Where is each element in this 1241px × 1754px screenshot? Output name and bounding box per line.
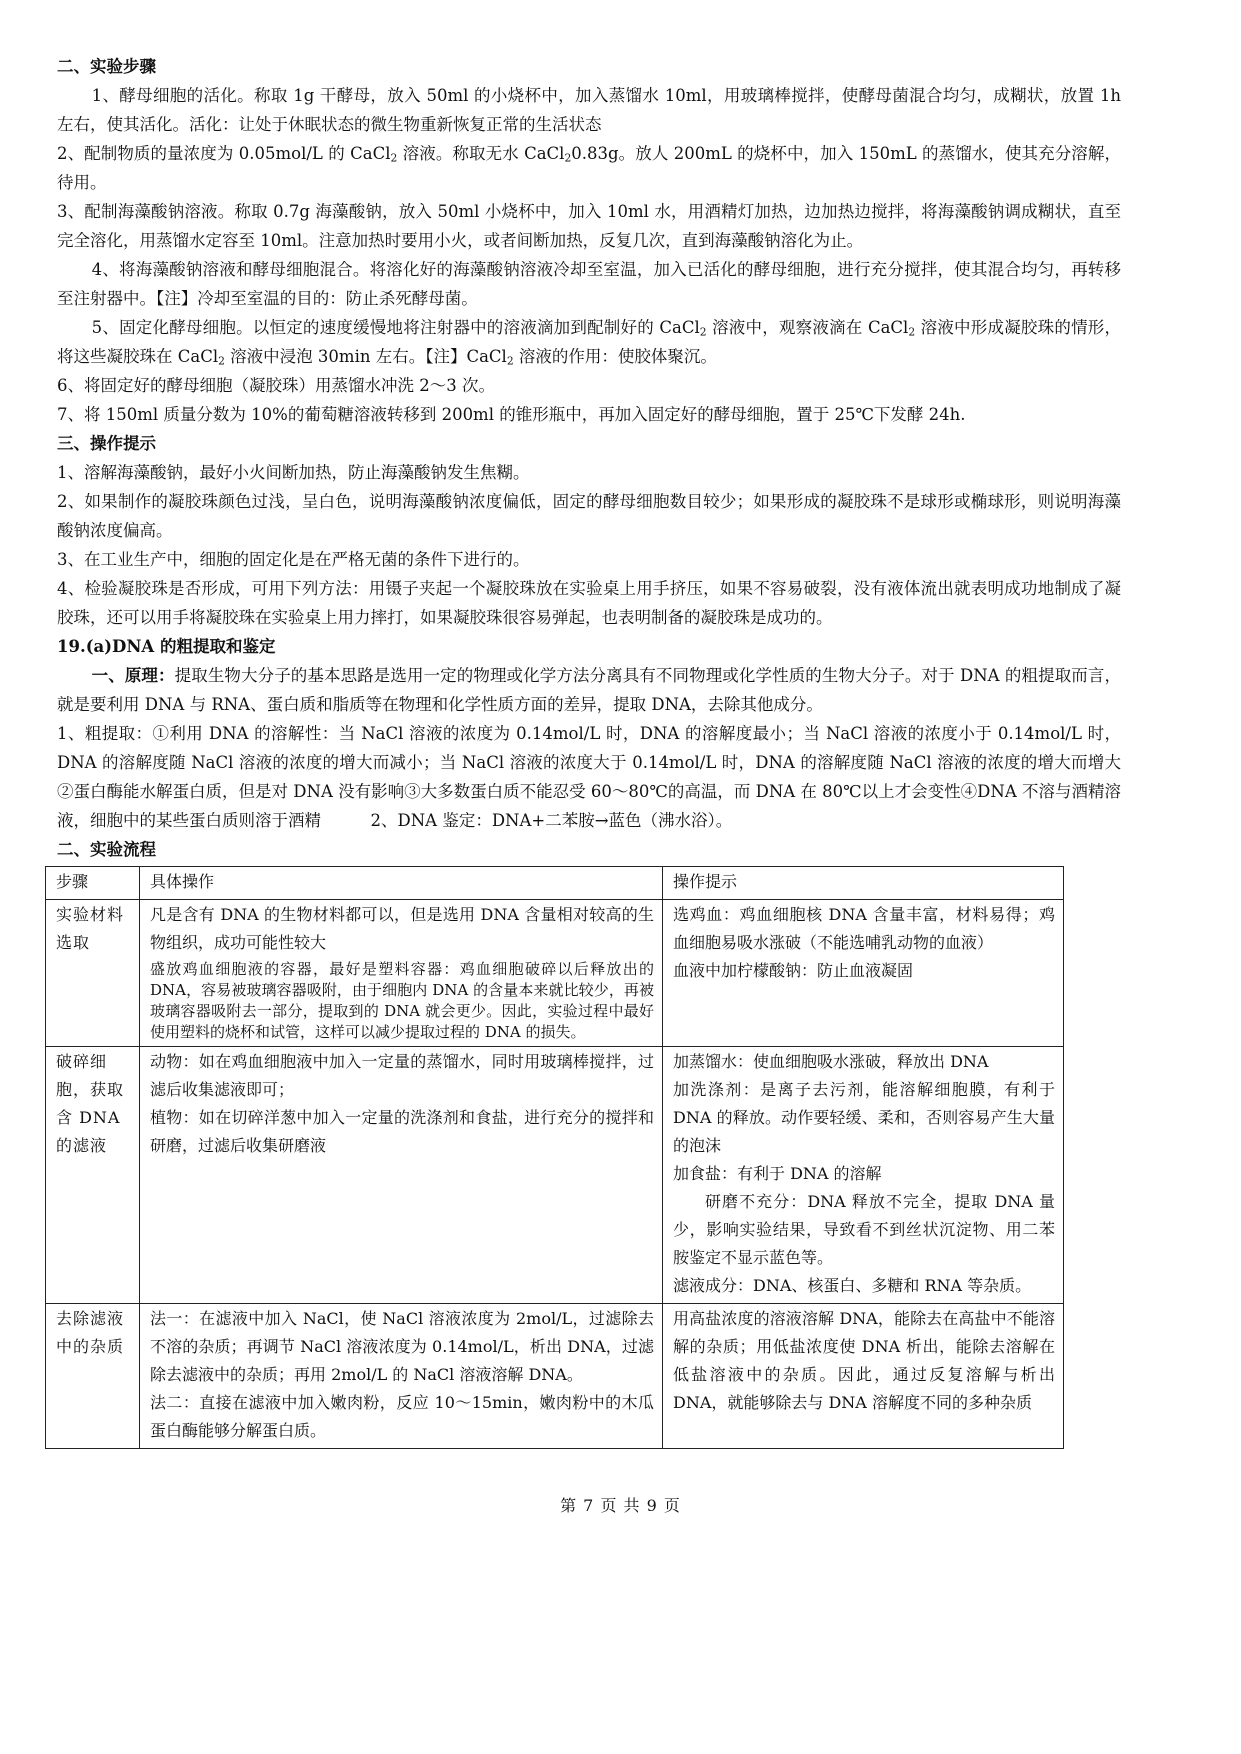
- ops-paragraph: 盛放鸡血细胞液的容器，最好是塑料容器：鸡血细胞破碎以后释放出的 DNA，容易被玻璃容器吸附，由于细胞内 DNA 的含量本来就比较少，再被玻璃容器吸附去一部分，提取到的 DNA 就会更少。因此，实验过程中最好使用塑料的烧杯和试管，这样可以减少提取过程的 DNA 的损失。: [150, 960, 654, 1041]
- ops-paragraph: 法二：直接在滤液中加入嫩肉粉，反应 10～15min，嫩肉粉中的木瓜蛋白酶能够分解蛋白质。: [150, 1393, 654, 1440]
- subscript: 2: [564, 151, 572, 165]
- tip-paragraph: 用高盐浓度的溶液溶解 DNA，能除去在高盐中不能溶解的杂质；用低盐浓度使 DNA 析出，能除去溶解在低盐溶液中的杂质。因此，通过反复溶解与析出 DNA，就能够除去与 DNA 溶解度不同的多种杂质: [673, 1309, 1055, 1412]
- ops-paragraph: 凡是含有 DNA 的生物材料都可以，但是选用 DNA 含量相对较高的生物组织，成功可能性较大: [150, 905, 654, 952]
- table-header-cell: 具体操作: [140, 867, 663, 900]
- tip-paragraph: 加食盐：有利于 DNA 的溶解: [673, 1164, 882, 1183]
- subscript: 2: [506, 354, 514, 368]
- step-item: 1、酵母细胞的活化。称取 1g 干酵母，放入 50ml 的小烧杯中，加入蒸馏水 10ml，用玻璃棒搅拌，使酵母菌混合均匀，成糊状，放置 1h 左右，使其活化。活化：让处于休眠状态的微生物重新恢复正常的生活状态: [57, 86, 1121, 134]
- principle-paragraph: 一、原理：提取生物大分子的基本思路是选用一定的物理或化学方法分离具有不同物理或化学性质的生物大分子。对于 DNA 的粗提取而言，就是要利用 DNA 与 RNA、蛋白质和脂质等在物理和化学性质方面的差异，提取 DNA，去除其他成分。: [57, 666, 1121, 714]
- tips-cell: [663, 1047, 1064, 1304]
- tip-item: 4、检验凝胶珠是否形成，可用下列方法：用镊子夹起一个凝胶珠放在实验桌上用手挤压，如果不容易破裂，没有液体流出就表明成功地制成了凝胶珠，还可以用手将凝胶珠在实验桌上用力摔打，如果凝胶珠很容易弹起，也表明制备的凝胶珠是成功的。: [57, 579, 1121, 627]
- table-row: [46, 900, 1064, 1047]
- tip-paragraph: 研磨不充分：DNA 释放不完全，提取 DNA 量少，影响实验结果，导致看不到丝状沉淀物、用二苯胺鉴定不显示蓝色等。: [673, 1192, 1055, 1267]
- table-row: [46, 1047, 1064, 1304]
- step-cell: 实验材料选取: [46, 900, 140, 1047]
- step-item: 3、配制海藻酸钠溶液。称取 0.7g 海藻酸钠，放入 50ml 小烧杯中，加入 10ml 水，用酒精灯加热，边加热边搅拌，将海藻酸钠调成糊状，直至完全溶化，用蒸馏水定容至 10ml。注意加热时要用小火，或者间断加热，反复几次，直到海藻酸钠溶化为止。: [57, 202, 1121, 250]
- step-cell: 破碎细胞，获取含 DNA 的滤液: [46, 1047, 140, 1304]
- table-header-row: [46, 867, 1064, 900]
- extraction-paragraph: 1、粗提取：①利用 DNA 的溶解性：当 NaCl 溶液的浓度为 0.14mol/L 时，DNA 的溶解度最小；当 NaCl 溶液的浓度小于 0.14mol/L 时，DNA 的溶解度随 NaCl 溶液的浓度的增大而减小；当 NaCl 溶液的浓度大于 0.14mol/L 时，DNA 的溶解度随 NaCl 溶液的浓度的增大而增大②蛋白酶能水解蛋白质，但是对 DNA 没有影响③大多数蛋白质不能忍受 60～80℃的高温，而 DNA 在 80℃以上才会变性④DNA 不溶与酒精溶液，细胞中的某些蛋白质则溶于酒精 2、DNA 鉴定：DNA+二苯胺→蓝色（沸水浴）。: [57, 724, 1121, 830]
- tips-cell: [663, 1304, 1064, 1449]
- tips-cell: [663, 900, 1064, 1047]
- step-item: 7、将 150ml 质量分数为 10%的葡萄糖溶液转移到 200ml 的锥形瓶中，再加入固定好的酵母细胞，置于 25℃下发酵 24h.: [57, 405, 966, 424]
- step-item: 2、配制物质的量浓度为 0.05mol/L 的 CaCl$_2$ 溶液。称取无水 CaCl$_2$0.83g。放人 200mL 的烧杯中，加入 150mL 的蒸馏水，使其充分溶解，待用。: [57, 144, 1121, 192]
- tip-item: 1、溶解海藻酸钠，最好小火间断加热，防止海藻酸钠发生焦糊。: [57, 463, 530, 482]
- table-header-cell: 步骤: [46, 867, 140, 900]
- step-cell: 去除滤液中的杂质: [46, 1304, 140, 1449]
- step-item: 6、将固定好的酵母细胞（凝胶珠）用蒸馏水冲洗 2～3 次。: [57, 376, 495, 395]
- section-heading-steps: 二、实验步骤: [57, 57, 156, 76]
- subscript: 2: [908, 325, 916, 339]
- table-header-cell: 操作提示: [663, 867, 1064, 900]
- ops-paragraph: 法一：在滤液中加入 NaCl，使 NaCl 溶液浓度为 2mol/L，过滤除去不溶的杂质；再调节 NaCl 溶液浓度为 0.14mol/L，析出 DNA，过滤除去滤液中的杂质；再用 2mol/L 的 NaCl 溶液溶解 DNA。: [150, 1309, 654, 1384]
- tip-paragraph: 选鸡血：鸡血细胞核 DNA 含量丰富，材料易得；鸡血细胞易吸水涨破（不能选哺乳动物的血液）: [673, 905, 1055, 952]
- subscript: 2: [699, 325, 707, 339]
- table-row: [46, 1304, 1064, 1449]
- tip-paragraph: 加蒸馏水：使血细胞吸水涨破，释放出 DNA: [673, 1052, 989, 1071]
- ops-cell: [140, 1304, 663, 1449]
- step-item: 4、将海藻酸钠溶液和酵母细胞混合。将溶化好的海藻酸钠溶液冷却至室温，加入已活化的酵母细胞，进行充分搅拌，使其混合均匀，再转移至注射器中。【注】冷却至室温的目的：防止杀死酵母菌。: [57, 260, 1121, 308]
- tip-paragraph: 加洗涤剂：是离子去污剂，能溶解细胞膜，有利于 DNA 的释放。动作要轻缓、柔和，否则容易产生大量的泡沫: [673, 1080, 1055, 1155]
- section-heading-tips: 三、操作提示: [57, 434, 156, 453]
- ops-cell: [140, 1047, 663, 1304]
- subscript: 2: [218, 354, 225, 368]
- ops-paragraph: 植物：如在切碎洋葱中加入一定量的洗涤剂和食盐，进行充分的搅拌和研磨，过滤后收集研磨液: [150, 1108, 654, 1155]
- ops-paragraph: 动物：如在鸡血细胞液中加入一定量的蒸馏水，同时用玻璃棒搅拌，过滤后收集滤液即可；: [150, 1052, 654, 1099]
- tip-item: 3、在工业生产中，细胞的固定化是在严格无菌的条件下进行的。: [57, 550, 530, 569]
- bold-run: 一、原理：: [91, 666, 175, 685]
- tip-paragraph: 滤液成分：DNA、核蛋白、多糖和 RNA 等杂质。: [673, 1276, 1032, 1295]
- dna-section-title: 19.(a)DNA 的粗提取和鉴定: [57, 637, 276, 656]
- page-footer: 第 7 页 共 9 页: [560, 1496, 681, 1515]
- subscript: 2: [390, 151, 398, 165]
- step-item: 5、固定化酵母细胞。以恒定的速度缓慢地将注射器中的溶液滴加到配制好的 CaCl$_2$ 溶液中，观察液滴在 CaCl$_2$ 溶液中形成凝胶珠的情形，将这些凝胶珠在 CaCl$_2$ 溶液中浸泡 30min 左右。【注】CaCl$_2$ 溶液的作用：使胶体聚沉。: [57, 318, 1122, 368]
- tip-item: 2、如果制作的凝胶珠颜色过浅，呈白色，说明海藻酸钠浓度偏低，固定的酵母细胞数目较少；如果形成的凝胶珠不是球形或椭球形，则说明海藻酸钠浓度偏高。: [57, 492, 1121, 540]
- flow-table: [45, 866, 1064, 1449]
- tip-paragraph: 血液中加柠檬酸钠：防止血液凝固: [673, 961, 914, 980]
- ops-cell: [140, 900, 663, 1047]
- section-heading-flow: 二、实验流程: [57, 840, 156, 859]
